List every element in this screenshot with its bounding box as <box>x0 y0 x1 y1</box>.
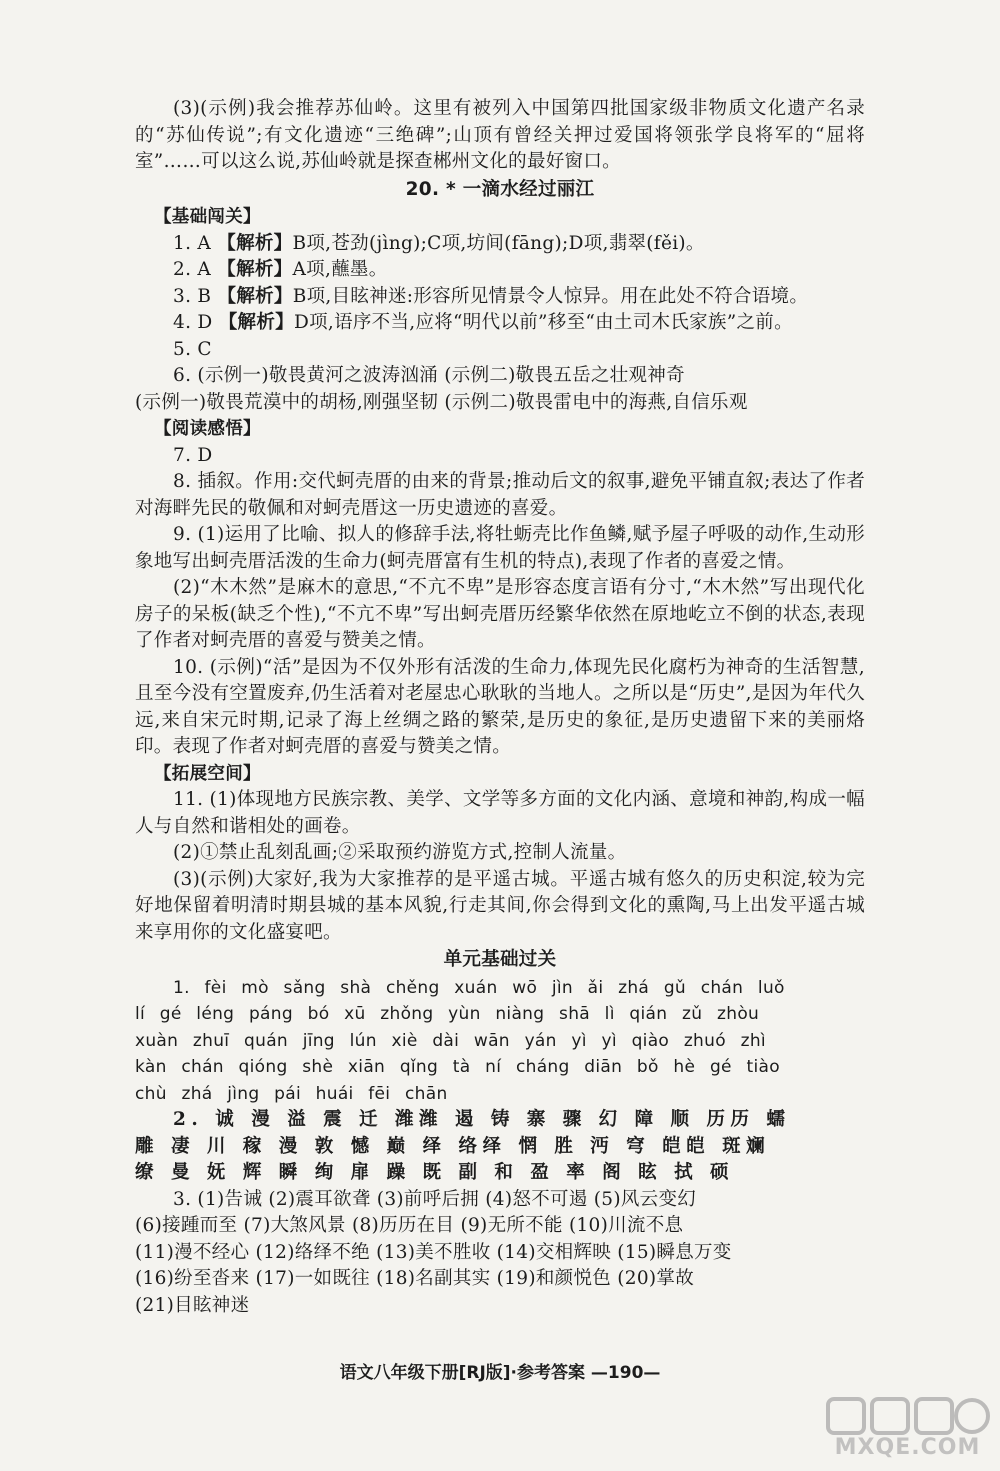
answer-q8: 8. 插叙。作用:交代蚵壳厝的由来的背景;推动后文的叙事,避免平铺直叙;表达了作者对海畔先民的敬佩和对蚵壳厝这一历史遗迹的喜爱。 <box>135 471 865 519</box>
idioms-line-1: 3. (1)告诫 (2)震耳欲聋 (3)前呼后拥 (4)怒不可遏 (5)风云变幻 <box>173 1188 697 1210</box>
chars-line-2: 雕 凄 川 稼 漫 敦 憾 巅 绎 络绎 惘 胜 沔 穹 皑皑 斑斓 <box>135 1135 771 1157</box>
watermark <box>820 1395 995 1467</box>
idioms-line-3: (11)漫不经心 (12)络绎不绝 (13)美不胜收 (14)交相辉映 (15)瞬息万变 <box>135 1241 732 1263</box>
q2-num: 2. A <box>173 259 218 280</box>
q3-tag: 【解析】 <box>217 285 293 307</box>
chars-line-1: 2. 诚 漫 溢 震 迁 潍潍 遏 铸 寨 骤 幻 障 顺 历历 蠕 <box>173 1109 791 1130</box>
answer-q6-a: 6. (示例一)敬畏黄河之波涛汹涌 (示例二)敬畏五岳之壮观神奇 <box>173 365 685 386</box>
answer-q9-1: 9. (1)运用了比喻、拟人的修辞手法,将牡蛎壳比作鱼鳞,赋予屋子呼吸的动作,生动形象地写出蚵壳厝活泼的生命力(蚵壳厝富有生机的特点),表现了作者的喜爱之情。 <box>135 524 865 572</box>
pinyin-line-5: chù zhá jìng pái huái fēi chān <box>135 1083 448 1104</box>
chars-line-3: 缭 曼 妩 辉 瞬 绚 扉 躁 既 副 和 盈 率 阁 眩 拭 硕 <box>135 1162 735 1183</box>
q4-text: D项,语序不当,应将“明代以前”移至“由土司木氏家族”之前。 <box>293 312 793 333</box>
answer-q11-3: (3)(示例)大家好,我为大家推荐的是平遥古城。平遥古城有悠久的历史积淀,较为完好地保留着明清时期县城的基本风貌,行走其间,你会得到文化的熏陶,马上出发平遥古城来享用你的文化盛宴吧。 <box>135 868 865 943</box>
page-footer: 语文八年级下册[RJ版]·参考答案 —190— <box>339 1363 661 1383</box>
answer-q2 <box>135 257 865 284</box>
answer-q1 <box>135 231 865 258</box>
lesson-title: 20. * 一滴水经过丽江 <box>405 178 595 200</box>
q1-tag: 【解析】 <box>217 232 293 254</box>
answer-q5: 5. C <box>173 338 212 360</box>
idioms-line-2: (6)接踵而至 (7)大煞风景 (8)历历在目 (9)无所不能 (10)川流不息 <box>135 1215 684 1236</box>
pinyin-line-3: xuàn zhuī quán jīng lún xiè dài wān yán yì yì qiào zhuó zhì <box>135 1030 766 1051</box>
q1-text: B项,苍劲(jìng);C项,坊间(fāng);D项,翡翠(fěi)。 <box>292 232 705 254</box>
q2-tag: 【解析】 <box>217 259 293 280</box>
answer-stamp-logo-icon <box>820 1395 995 1437</box>
q4-tag: 【解析】 <box>218 312 294 333</box>
answer-q7: 7. D <box>173 444 213 466</box>
answer-q9-2: (2)“木木然”是麻木的意思,“不亢不卑”是形容态度言语有分寸,“木木然”写出现代化房子的呆板(缺乏个性),“不亢不卑”写出蚵壳厝历经繁华依然在原地屹立不倒的状态,表现了作者对蚵壳厝的喜爱与赞美之情。 <box>135 577 865 651</box>
section-basic: 【基础闯关】 <box>154 207 261 227</box>
pinyin-line-2: lí gé léng páng bó xū zhǒng yùn niàng shā lì qián zǔ zhòu <box>135 1004 760 1024</box>
answer-page <box>135 96 865 1319</box>
answer-q11-1: 11. (1)体现地方民族宗教、美学、文学等多方面的文化内涵、意境和神韵,构成一幅人与自然和谐相处的画卷。 <box>135 789 865 837</box>
q2-text: A项,蘸墨。 <box>292 259 388 280</box>
q4-num: 4. D <box>173 312 219 333</box>
idioms-line-5: (21)目眩神迷 <box>135 1294 250 1316</box>
answer-q4 <box>135 310 865 337</box>
q3-text: B项,目眩神迷:形容所见情景令人惊异。用在此处不符合语境。 <box>292 285 809 307</box>
unit-title: 单元基础过关 <box>443 949 557 970</box>
pinyin-line-4: kàn chán qióng shè xiān qǐng tà ní cháng diān bǒ hè gé tiào <box>135 1057 780 1077</box>
q1-num: 1. A <box>173 232 218 254</box>
answer-q3 <box>135 284 865 311</box>
pinyin-line-1: 1. fèi mò sǎng shà chěng xuán wō jìn ǎi zhá gǔ chán luǒ <box>173 977 785 998</box>
watermark-text: MXQE.COM <box>834 1435 981 1460</box>
answer-q10: 10. (示例)“活”是因为不仅外形有活泼的生命力,体现先民化腐朽为神奇的生活智慧,且至今没有空置废弃,仍生活着对老屋忠心耿耿的当地人。之所以是“历史”,是因为年代久远,来自宋元时期,记录了海上丝绸之路的繁荣,是历史的象征,是历史遗留下来的美丽烙印。表现了作者对蚵壳厝的喜爱与赞美之情。 <box>135 656 865 757</box>
section-reading: 【阅读感悟】 <box>154 419 261 439</box>
answer-q6-b: (示例一)敬畏荒漠中的胡杨,刚强坚韧 (示例二)敬畏雷电中的海燕,自信乐观 <box>135 391 748 413</box>
answer-q11-2: (2)①禁止乱刻乱画;②采取预约游览方式,控制人流量。 <box>173 842 627 863</box>
paragraph-top: (3)(示例)我会推荐苏仙岭。这里有被列入中国第四批国家级非物质文化遗产名录的“苏仙传说”;有文化遗迹“三绝碑”;山顶有曾经关押过爱国将领张学良将军的“屈将室”……可以这么说,苏仙岭就是探查郴州文化的最好窗口。 <box>135 98 865 172</box>
idioms-line-4: (16)纷至沓来 (17)一如既往 (18)名副其实 (19)和颜悦色 (20)掌故 <box>135 1268 695 1289</box>
q3-num: 3. B <box>173 285 218 307</box>
section-extension: 【拓展空间】 <box>154 763 261 784</box>
